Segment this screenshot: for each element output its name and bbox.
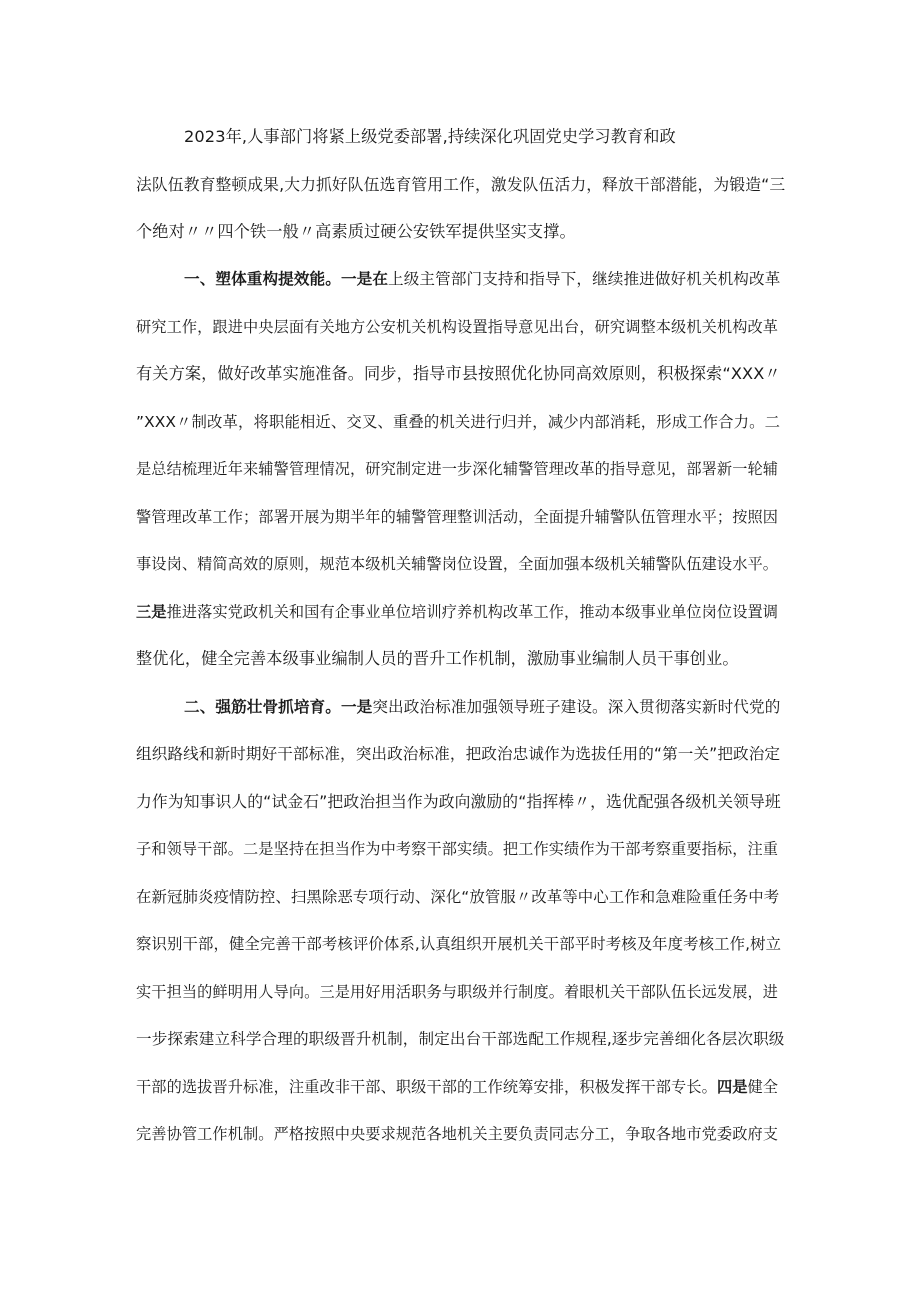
section2-line-7: 实干担当的鲜明用人导向。三是用好用活职务与职级并行制度。着眼机关干部队伍长远发展，进 (136, 983, 779, 1001)
section1-marker-3: 三是 (136, 603, 167, 621)
intro-line-1: 2023年,人事部门将紧上级党委部署,持续深化巩固党史学习教育和政 (184, 127, 676, 146)
section2-line-9 (136, 1074, 786, 1100)
intro-line-3: 个绝对〃〃四个铁一般〃高素质过硬公安铁军提供坚实支撑。 (136, 222, 576, 241)
section1-line-7: 事设岗、精简高效的原则，规范本级机关辅警岗位设置，全面加强本级机关辅警队伍建设水平。 (136, 555, 779, 573)
section2-line-8: 一步探索建立科学合理的职级晋升机制，制定出台干部选配工作规程,逐步完善细化各层次职级 (136, 1030, 785, 1048)
section1-line-9: 整优化，健全完善本级事业编制人员的晋升工作机制，激励事业编制人员干事创业。 (136, 649, 739, 668)
section2-line-1-text: 突出政治标准加强领导班子建设。深入贯彻落实新时代党的 (372, 698, 781, 716)
section2-line-9-text-a: 干部的选拔晋升标准，注重改非干部、职级干部的工作统筹安排，积极发挥干部专长。 (136, 1078, 717, 1096)
section2-line-2: 组织路线和新时期好干部标准，突出政治标准，把政治忠诚作为选拔任用的“第一关”把政治定 (136, 745, 781, 763)
section1-line-8-text: 推进落实党政机关和国有企事业单位培训疗养机构改革工作，推动本级事业单位岗位设置调 (166, 603, 779, 621)
section2-marker-1: 一是 (340, 698, 373, 716)
section2-line-4: 子和领导干部。二是坚持在担当作为中考察干部实绩。把工作实绩作为干部考察重要指标，注重 (136, 840, 779, 858)
section1-line-3: 有关方案，做好改革实施准备。同步，指导市县按照优化协同高效原则，积极探索“XXX〃 (136, 364, 781, 383)
section2-line-6: 察识别干部，健全完善干部考核评价体系,认真组织开展机关干部平时考核及年度考核工作,树立 (136, 935, 782, 953)
section2-line-3: 力作为知事识人的“试金石”把政治担当作为政向激励的“指挥棒〃，选优配强各级机关领导班 (136, 792, 781, 811)
section1-marker-1: 一是在 (340, 270, 389, 288)
section2-line-5: 在新冠肺炎疫情防控、扫黑除恶专项行动、深化“放管服〃改革等中心工作和急难险重任务中考 (136, 888, 780, 906)
section2-line-10: 完善协管工作机制。严格按照中央要求规范各地机关主要负责同志分工，争取各地市党委政府支 (136, 1125, 779, 1143)
section2-first-line (184, 694, 786, 720)
section1-line-2: 研究工作，跟进中央层面有关地方公安机关机构设置指导意见出台，研究调整本级机关机构改革 (136, 318, 779, 336)
section2-line-9-text-b: 健全 (747, 1078, 779, 1096)
section1-heading: 一、塑体重构提效能。 (184, 270, 341, 288)
intro-line-2: 法队伍教育整顿成果,大力抓好队伍选育管用工作，激发队伍活力，释放干部潜能，为锻造“三 (136, 175, 786, 194)
section2-marker-4: 四是 (716, 1078, 748, 1096)
section1-line-6: 警管理改革工作；部署开展为期半年的辅警管理整训活动，全面提升辅警队伍管理水平；按照因 (136, 508, 779, 526)
section1-line-1-text: 上级主管部门支持和指导下，继续推进做好机关机构改革 (388, 270, 781, 288)
section1-line-4: ”XXX〃制改革，将职能相近、交叉、重叠的机关进行归并，减少内部消耗，形成工作合力。二 (136, 413, 781, 431)
section2-heading: 二、强筋壮骨抓培育。 (184, 698, 341, 716)
section1-line-8 (136, 599, 786, 625)
section1-line-5: 是总结梳理近年来辅警管理情况，研究制定进一步深化辅警管理改革的指导意见，部署新一轮辅 (136, 460, 779, 478)
section1-first-line (184, 266, 786, 292)
